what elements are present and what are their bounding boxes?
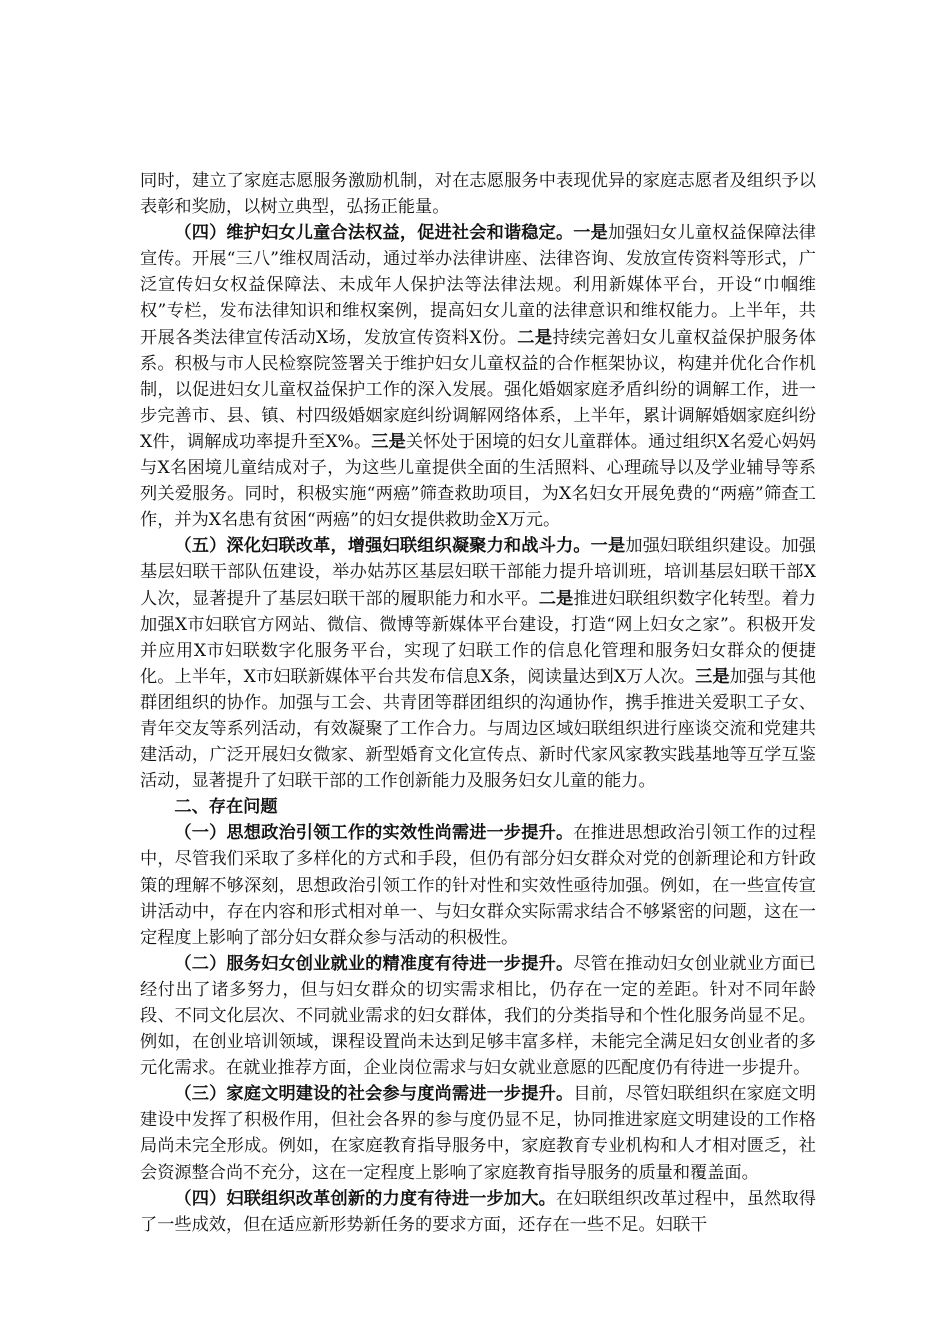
chapter-heading: 二、存在问题 bbox=[174, 797, 278, 818]
text-segment: 推进妇联组织数字化转型。着力加强X市妇联官方网站、微信、微博等新媒体平台建设，打造“网上妇女之家”。积极开发并应用X市妇联数字化服务平台，实现了妇联工作的信息化管理和服务妇女群众的便捷化。上半年，X市妇联新媒体平台共发布信息X条，阅读量达到X万人次。 bbox=[140, 588, 816, 687]
problem-heading-1: （一）思想政治引领工作的实效性尚需进一步提升。 bbox=[174, 823, 574, 844]
paragraph-problem-3 bbox=[140, 1081, 816, 1185]
text-segment: 关怀处于困境的妇女儿童群体。通过组织X名爱心妈妈与X名困境儿童结成对子，为这些儿童提供全面的生活照料、心理疏导以及学业辅导等系列关爱服务。同时，积极实施“两癌”筛查救助项目，为X名妇女开展免费的“两癌”筛查工作，并为X名患有贫困“两癌”的妇女提供救助金X万元。 bbox=[140, 431, 816, 531]
section-heading-5: （五）深化妇联改革，增强妇联组织凝聚力和战斗力。一是 bbox=[174, 536, 626, 557]
problem-heading-4: （四）妇联组织改革创新的力度有待进一步加大。 bbox=[174, 1188, 556, 1209]
paragraph-problem-2 bbox=[140, 951, 816, 1081]
text-segment: 目前，尽管妇联组织在家庭文明建设中发挥了积极作用，但社会各界的参与度仍显不足，协同推进家庭文明建设的工作格局尚未完全形成。例如，在家庭教育指导服务中，家庭教育专业机构和人才相对匮乏，社会资源整合尚不充分，这在一定程度上影响了家庭教育指导服务的质量和覆盖面。 bbox=[140, 1084, 816, 1183]
section-title-problems bbox=[140, 794, 816, 820]
point-label-2: 二是 bbox=[517, 327, 553, 348]
problem-heading-2: （二）服务妇女创业就业的精准度有待进一步提升。 bbox=[174, 953, 574, 974]
point-label-3: 三是 bbox=[371, 431, 406, 452]
text-segment: 在推进思想政治引领工作的过程中，尽管我们采取了多样化的方式和手段，但仍有部分妇女群众对党的创新理论和方针政策的理解不够深刻，思想政治引领工作的针对性和实效性亟待加强。例如，在一些宣传宣讲活动中，存在内容和形式相对单一、与妇女群众实际需求结合不够紧密的问题，这在一定程度上影响了部分妇女群众参与活动的积极性。 bbox=[140, 823, 816, 948]
document-page bbox=[140, 168, 816, 1238]
section-heading-4: （四）维护妇女儿童合法权益，促进社会和谐稳定。一是 bbox=[174, 223, 608, 244]
paragraph-reform bbox=[140, 533, 816, 794]
text-segment: 加强妇联组织建设。加强基层妇联干部队伍建设，举办姑苏区基层妇联干部能力提升培训班，培训基层妇联干部X人次，显著提升了基层妇联干部的履职能力和水平。 bbox=[140, 536, 816, 609]
text-segment: 在妇联组织改革过程中，虽然取得了一些成效，但在适应新形势新任务的要求方面，还存在一些不足。妇联干 bbox=[140, 1188, 816, 1235]
text-segment: 加强妇女儿童权益保障法律宣传。开展“三八”维权周活动，通过举办法律讲座、法律咨询、发放宣传资料等形式，广泛宣传妇女权益保障法、未成年人保护法等法律法规。利用新媒体平台，开设“巾帼维权”专栏，发布法律知识和维权案例，提高妇女儿童的法律意识和维权能力。上半年，共开展各类法律宣传活动X场，发放宣传资料X份。 bbox=[140, 223, 816, 348]
text-segment: 持续完善妇女儿童权益保护服务体系。积极与市人民检察院签署关于维护妇女儿童权益的合作框架协议，构建并优化合作机制，以促进妇女儿童权益保护工作的深入发展。强化婚姻家庭矛盾纠纷的调解工作，进一步完善市、县、镇、村四级婚姻家庭纠纷调解网络体系，上半年，累计调解婚姻家庭纠纷X件，调解成功率提升至X%。 bbox=[140, 327, 816, 452]
point-label-3: 三是 bbox=[695, 666, 730, 687]
paragraph-rights-protection bbox=[140, 220, 816, 533]
problem-heading-3: （三）家庭文明建设的社会参与度尚需进一步提升。 bbox=[174, 1084, 574, 1105]
paragraph-problem-4 bbox=[140, 1186, 816, 1238]
text-segment: 尽管在推动妇女创业就业方面已经付出了诸多努力，但与妇女群众的切实需求相比，仍存在一定的差距。针对不同年龄段、不同文化层次、不同就业需求的妇女群体，我们的分类指导和个性化服务尚显不足。例如，在创业培训领域，课程设置尚未达到足够丰富多样，未能完全满足妇女创业者的多元化需求。在就业推荐方面，企业岗位需求与妇女就业意愿的匹配度仍有待进一步提升。 bbox=[140, 953, 816, 1079]
text-segment: 加强与其他群团组织的协作。加强与工会、共青团等群团组织的沟通协作，携手推进关爱职工子女、青年交友等系列活动，有效凝聚了工作合力。与周边区域妇联组织进行座谈交流和党建共建活动，广泛开展妇女微家、新型婚育文化宣传点、新时代家风家教实践基地等互学互鉴活动，显著提升了妇联干部的工作创新能力及服务妇女儿童的能力。 bbox=[140, 666, 816, 792]
paragraph-volunteer-incentive bbox=[140, 168, 816, 220]
point-label-2: 二是 bbox=[538, 588, 574, 609]
paragraph-problem-1 bbox=[140, 820, 816, 950]
text-segment: 同时，建立了家庭志愿服务激励机制，对在志愿服务中表现优异的家庭志愿者及组织予以表彰和奖励，以树立典型，弘扬正能量。 bbox=[140, 171, 816, 218]
